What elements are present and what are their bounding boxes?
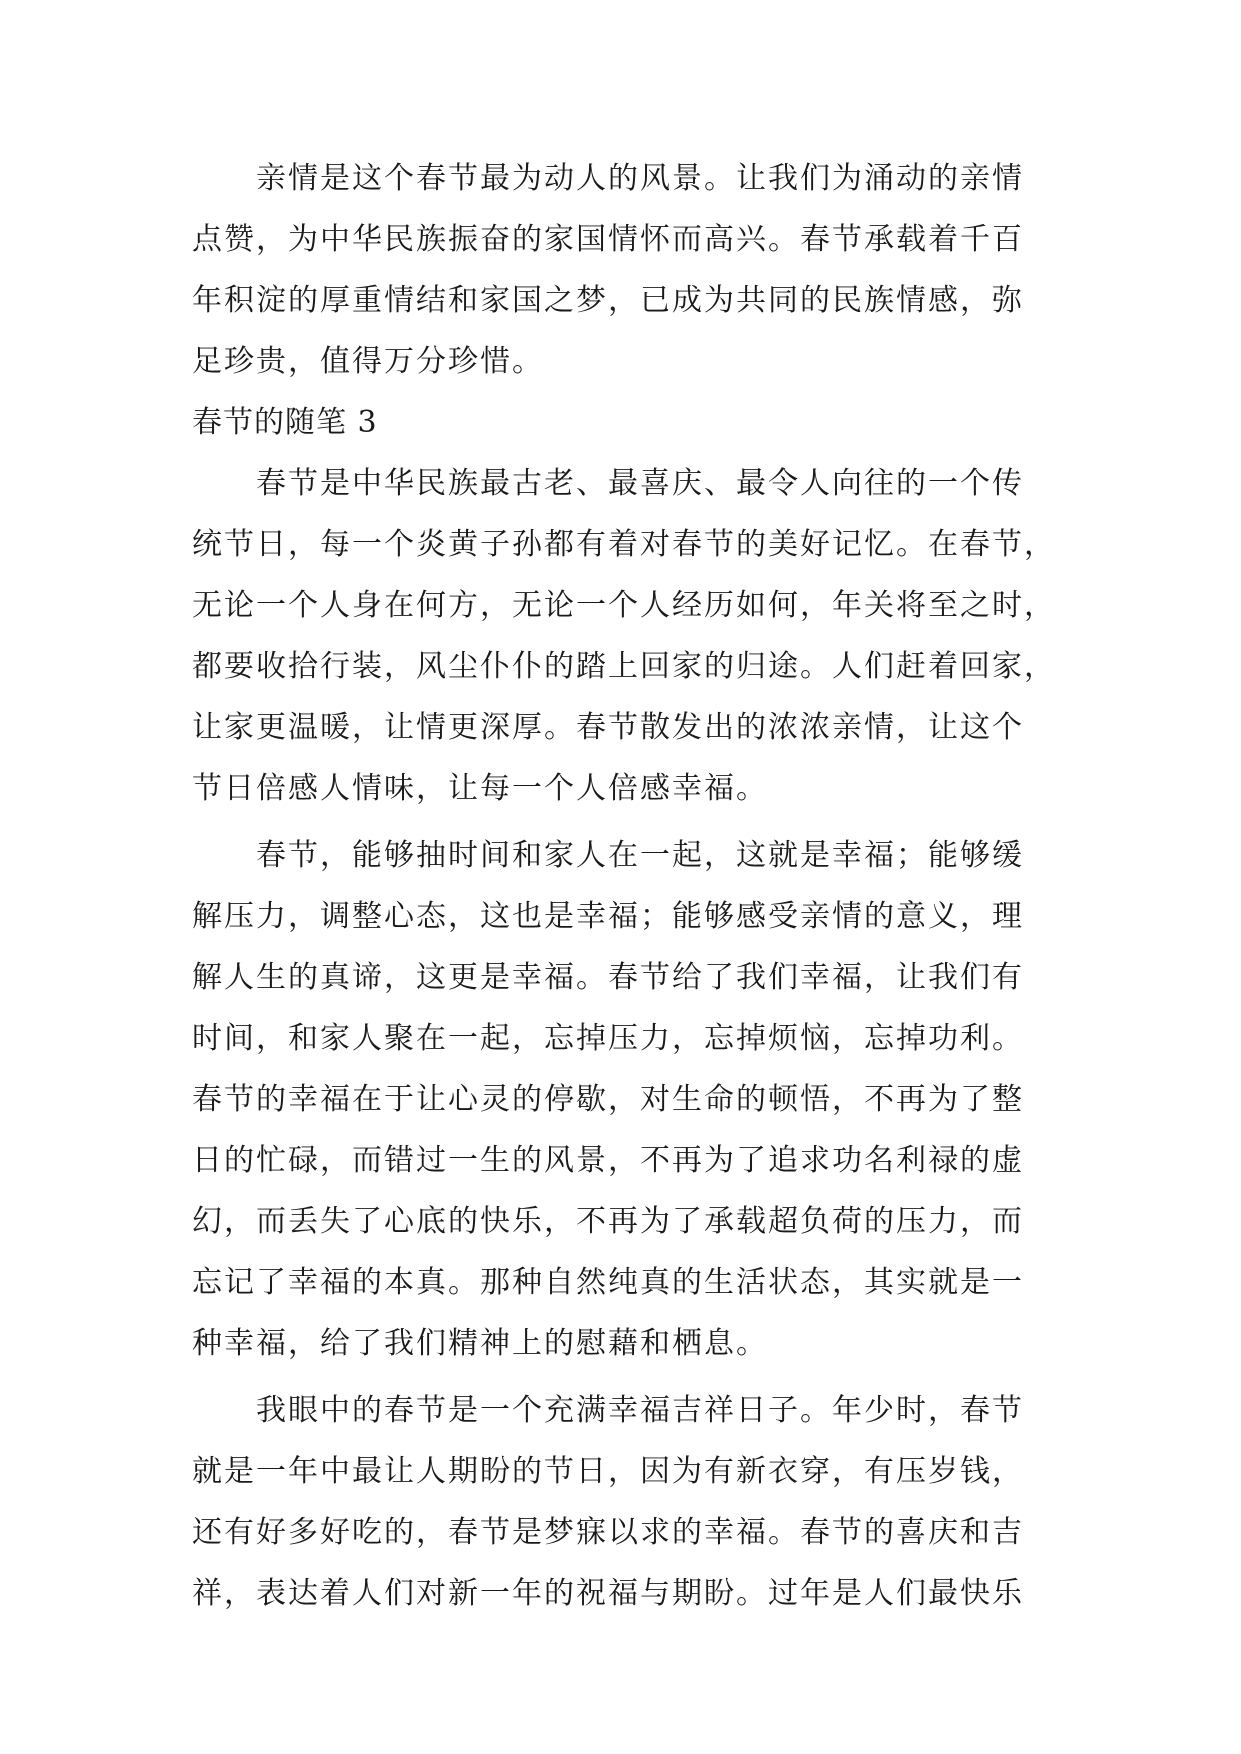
text-line: 足珍贵，值得万分珍惜。 <box>192 344 544 379</box>
text-line: 我眼中的春节是一个充满幸福吉祥日子。年少时，春节 <box>256 1393 1024 1428</box>
text-line: 忘记了幸福的本真。那种自然纯真的生活状态，其实就是一 <box>192 1265 1024 1300</box>
text-line: 都要收拾行装，风尘仆仆的踏上回家的归途。人们赶着回家， <box>192 649 1056 684</box>
text-line: 点赞，为中华民族振奋的家国情怀而高兴。春节承载着千百 <box>192 222 1024 257</box>
text-line: 春节的幸福在于让心灵的停歇，对生命的顿悟，不再为了整 <box>192 1082 1024 1117</box>
text-line: 无论一个人身在何方，无论一个人经历如何，年关将至之时， <box>192 588 1056 623</box>
document-page <box>192 148 1056 1624</box>
paragraph-happiness <box>192 825 1052 1374</box>
text-line: 节日倍感人情味，让每一个人倍感幸福。 <box>192 771 768 806</box>
text-line: 还有好多好吃的，春节是梦寐以求的幸福。春节的喜庆和吉 <box>192 1515 1024 1550</box>
text-line: 让家更温暖，让情更深厚。春节散发出的浓浓亲情，让这个 <box>192 710 1024 745</box>
text-line: 年积淀的厚重情结和家国之梦，已成为共同的民族情感，弥 <box>192 283 1024 318</box>
text-line: 日的忙碌，而错过一生的风景，不再为了追求功名利禄的虚 <box>192 1143 1024 1178</box>
text-line: 幻，而丢失了心底的快乐，不再为了承载超负荷的压力，而 <box>192 1204 1024 1239</box>
text-line: 解人生的真谛，这更是幸福。春节给了我们幸福，让我们有 <box>192 960 1024 995</box>
text-line: 统节日，每一个炎黄子孙都有着对春节的美好记忆。在春节， <box>192 527 1056 562</box>
text-line: 春节，能够抽时间和家人在一起，这就是幸福；能够缓 <box>256 838 1024 873</box>
text-line: 祥，表达着人们对新一年的祝福与期盼。过年是人们最快乐 <box>192 1576 1024 1611</box>
paragraph-family-affection <box>192 148 1052 392</box>
text-line: 时间，和家人聚在一起，忘掉压力，忘掉烦恼，忘掉功利。 <box>192 1021 1024 1056</box>
paragraph-my-spring-festival <box>192 1380 1052 1624</box>
text-line: 就是一年中最让人期盼的节日，因为有新衣穿，有压岁钱， <box>192 1454 1024 1489</box>
text-line: 春节是中华民族最古老、最喜庆、最令人向往的一个传 <box>256 466 1024 501</box>
text-line: 种幸福，给了我们精神上的慰藉和栖息。 <box>192 1326 768 1361</box>
section-heading: 春节的随笔 3 <box>192 405 378 440</box>
text-line: 亲情是这个春节最为动人的风景。让我们为涌动的亲情 <box>256 161 1024 196</box>
paragraph-spring-festival-intro <box>192 453 1056 819</box>
text-line: 解压力，调整心态，这也是幸福；能够感受亲情的意义，理 <box>192 899 1024 934</box>
